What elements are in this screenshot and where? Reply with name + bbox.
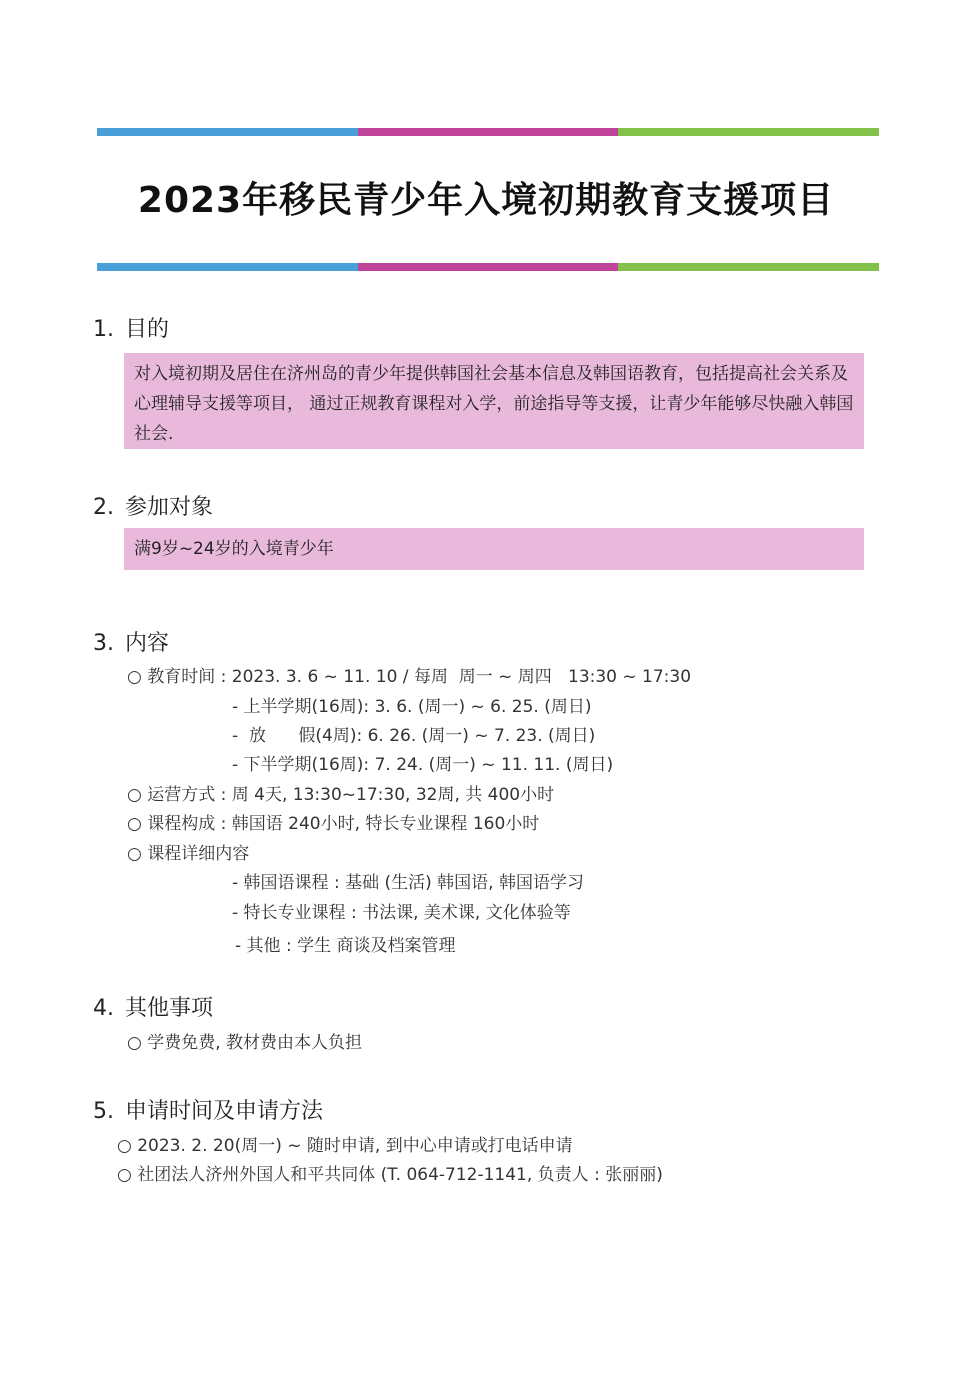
content-line: - 其他 : 学生 商谈及档案管理 (235, 936, 456, 956)
content-line: - 放 假(4周): 6. 26. (周一) ~ 7. 23. (周日) (232, 726, 596, 746)
purpose-box: 对入境初期及居住在济州岛的青少年提供韩国社会基本信息及韩国语教育，包括提高社会关系及心理辅导支援等项目， 通过正规教育课程对入学，前途指导等支援，让青少年能够尽快融入韩国社会. (124, 353, 864, 449)
content-line: - 韩国语课程 : 基础 (生活) 韩国语, 韩国语学习 (232, 873, 584, 893)
stripe-green (618, 128, 879, 136)
section-heading-other: 4. 其他事项 (93, 996, 214, 1021)
content-line: ○ 课程构成 : 韩国语 240小时, 特长专业课程 160小时 (127, 814, 540, 834)
section-heading-purpose: 1. 目的 (93, 317, 170, 342)
stripe-blue (97, 263, 358, 271)
application-line: ○ 社团法人济州外国人和平共同体 (T. 064-712-1141, 负责人 : 张丽丽) (117, 1165, 663, 1185)
application-line: ○ 2023. 2. 20(周一) ~ 随时申请, 到中心申请或打电话申请 (117, 1136, 573, 1156)
stripe-blue (97, 128, 358, 136)
bottom-color-stripe (97, 263, 879, 271)
content-line: ○ 运营方式 : 周 4天, 13:30~17:30, 32周, 共 400小时 (127, 785, 555, 805)
other-line: ○ 学费免费, 教材费由本人负担 (127, 1033, 363, 1053)
content-line: ○ 课程详细内容 (127, 844, 250, 864)
content-line: ○ 教育时间 : 2023. 3. 6 ~ 11. 10 / 每周 周一 ~ 周四 13:30 ~ 17:30 (127, 667, 692, 687)
section-heading-application: 5. 申请时间及申请方法 (93, 1099, 324, 1124)
section-heading-content: 3. 内容 (93, 631, 170, 656)
top-color-stripe (97, 128, 879, 136)
stripe-green (618, 263, 879, 271)
stripe-magenta (358, 263, 619, 271)
page-title: 2023年移民青少年入境初期教育支援项目 (137, 180, 835, 221)
section-heading-participants: 2. 参加对象 (93, 495, 214, 520)
content-line: - 特长专业课程 : 书法课, 美术课, 文化体验等 (232, 903, 571, 923)
participants-box: 满9岁~24岁的入境青少年 (124, 528, 864, 570)
content-line: - 上半学期(16周): 3. 6. (周一) ~ 6. 25. (周日) (232, 697, 592, 717)
stripe-magenta (358, 128, 619, 136)
content-line: - 下半学期(16周): 7. 24. (周一) ~ 11. 11. (周日) (232, 755, 614, 775)
